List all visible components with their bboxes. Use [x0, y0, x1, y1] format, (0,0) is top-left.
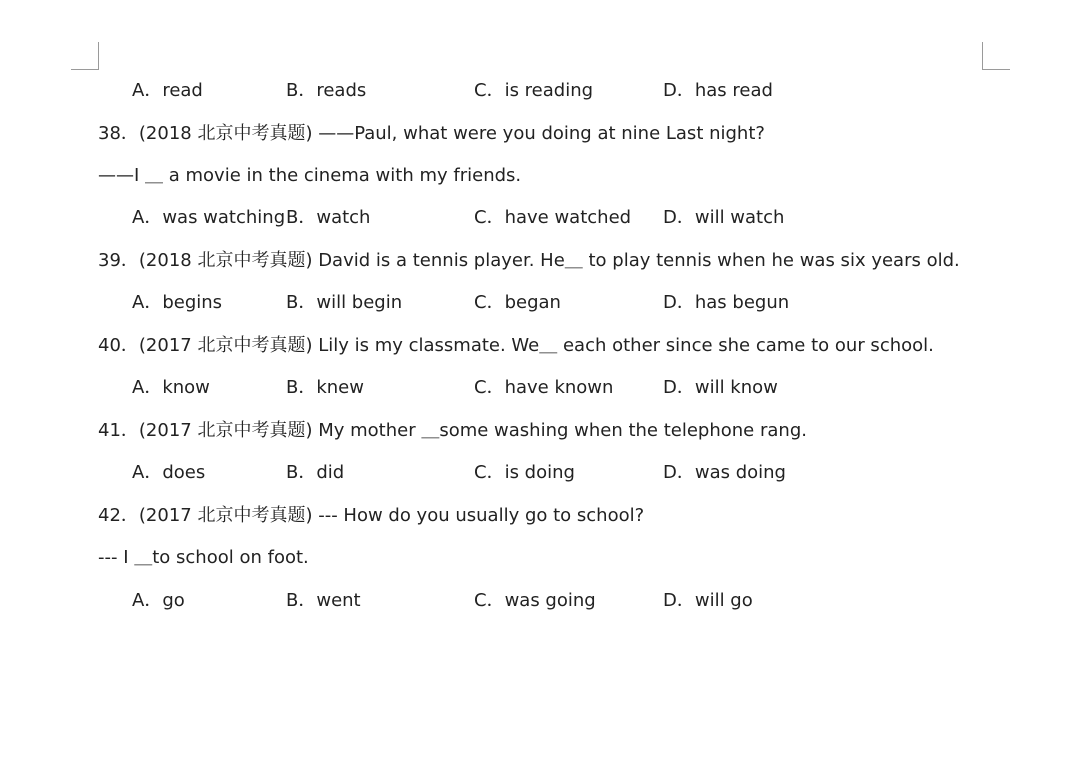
page-corner-mark-top-left: [71, 42, 99, 70]
question-42-stem: 42．(2017 北京中考真题) --- How do you usually go to school?: [98, 505, 645, 526]
page-corner-mark-top-right: [982, 42, 1010, 70]
option-b: B．watch: [286, 207, 371, 228]
option-c: C．have known: [474, 377, 614, 398]
question-42-dialogue: --- I ＿to school on foot.: [98, 547, 309, 568]
option-c: C．have watched: [474, 207, 632, 228]
option-a: A．know: [132, 377, 210, 398]
option-a: A．begins: [132, 292, 223, 313]
options-row-37: [0, 79, 1080, 103]
options-row-40: [0, 376, 1080, 400]
options-row-41: [0, 461, 1080, 485]
question-38-dialogue: ——I ＿ a movie in the cinema with my friends.: [98, 165, 522, 186]
option-a: A．was watching: [132, 207, 286, 228]
option-c: C．is reading: [474, 80, 594, 101]
question-41-stem: 41．(2017 北京中考真题) My mother ＿some washing when the telephone rang.: [98, 420, 807, 441]
options-row-38: [0, 206, 1080, 230]
question-40-stem: 40．(2017 北京中考真题) Lily is my classmate. We＿ each other since she came to our school.: [98, 335, 934, 356]
option-b: B．will begin: [286, 292, 403, 313]
option-d: D．will watch: [663, 207, 785, 228]
options-row-42: [0, 589, 1080, 613]
option-d: D．was doing: [663, 462, 786, 483]
option-c: C．was going: [474, 590, 596, 611]
option-b: B．reads: [286, 80, 367, 101]
option-b: B．did: [286, 462, 345, 483]
option-b: B．knew: [286, 377, 364, 398]
question-39-stem: 39．(2018 北京中考真题) David is a tennis player. He＿ to play tennis when he was six years old.: [98, 250, 960, 271]
option-c: C．began: [474, 292, 561, 313]
question-38-stem: 38．(2018 北京中考真题) ——Paul, what were you doing at nine Last night?: [98, 123, 765, 144]
option-b: B．went: [286, 590, 361, 611]
option-a: A．read: [132, 80, 203, 101]
option-c: C．is doing: [474, 462, 575, 483]
option-a: A．does: [132, 462, 206, 483]
option-a: A．go: [132, 590, 185, 611]
option-d: D．has begun: [663, 292, 790, 313]
option-d: D．has read: [663, 80, 773, 101]
options-row-39: [0, 291, 1080, 315]
option-d: D．will go: [663, 590, 753, 611]
option-d: D．will know: [663, 377, 778, 398]
